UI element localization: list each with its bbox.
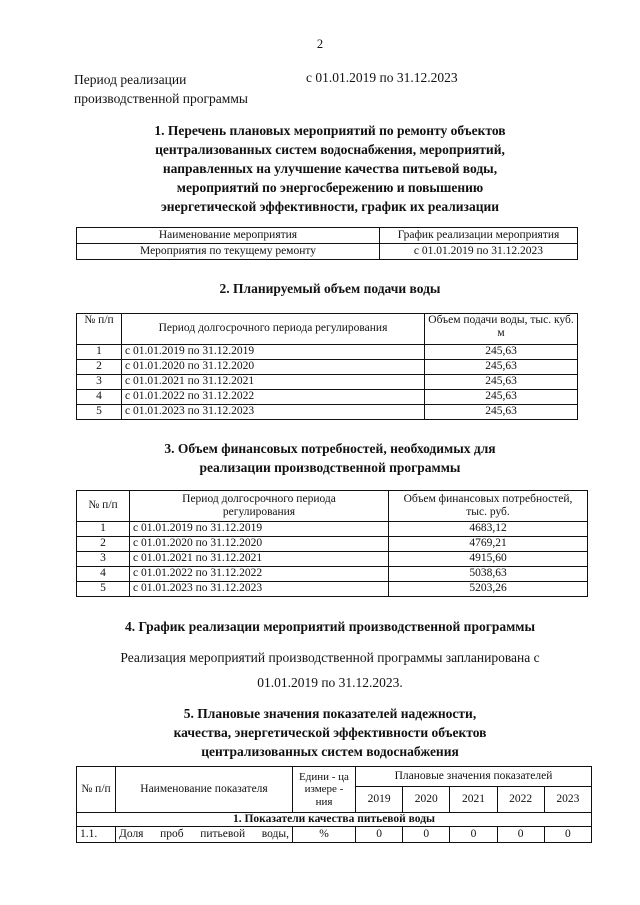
period-label-line2: производственной программы [74,91,248,106]
table-cell: 0 [544,827,591,843]
table-cell: с 01.01.2021 по 31.12.2021 [122,375,425,390]
section3-table [76,490,588,597]
table-row [77,360,578,375]
table-cell: 0 [450,827,497,843]
year-header: 2022 [497,787,544,813]
section1-title-line: централизованных систем водоснабжения, мероприятий, [155,142,505,157]
table-cell: 2 [77,360,122,375]
group-title: 1. Показатели качества питьевой воды [77,813,592,827]
section1-title-line: 1. Перечень плановых мероприятий по ремонту объектов [154,123,506,138]
table-cell: с 01.01.2019 по 31.12.2019 [130,522,389,537]
table-cell: 245,63 [425,390,578,405]
table-row [77,567,588,582]
section4-title: 4. График реализации мероприятий производственной программы [124,619,536,634]
table-row [77,375,578,390]
table-cell: с 01.01.2020 по 31.12.2020 [122,360,425,375]
section1-title [60,121,600,216]
table-cell: 4769,21 [389,537,588,552]
period-label-line1: Период реализации [74,72,187,87]
table-cell: с 01.01.2022 по 31.12.2022 [122,390,425,405]
period-label [74,70,248,108]
table-cell: 3 [77,552,130,567]
table-cell: с 01.01.2023 по 31.12.2023 [122,405,425,420]
period-value: с 01.01.2019 по 31.12.2023 [306,70,458,85]
table-cell: Доля проб питьевой воды, [116,827,293,843]
table-cell: 245,63 [425,405,578,420]
table-header: Наименование мероприятия [77,228,380,244]
table-row [77,345,578,360]
table-cell: с 01.01.2021 по 31.12.2021 [130,552,389,567]
table-cell: 245,63 [425,360,578,375]
table-row [77,537,588,552]
table-cell: 0 [356,827,403,843]
table-cell: 245,63 [425,345,578,360]
year-header: 2023 [544,787,591,813]
table-row [77,405,578,420]
table-cell: 0 [403,827,450,843]
table-header: № п/п [77,491,130,522]
table-header: № п/п [77,767,116,813]
table-cell: 0 [497,827,544,843]
table-cell: 2 [77,537,130,552]
table-cell: 5 [77,405,122,420]
section5-title-line: качества, энергетической эффективности объектов [173,725,487,740]
year-header: 2021 [450,787,497,813]
section1-title-line: мероприятий по энергосбережению и повышению [176,180,484,195]
table-header: Наименование показателя [116,767,293,813]
table-cell: с 01.01.2023 по 31.12.2023 [130,582,389,597]
section5-table [76,766,592,843]
section5-title-line: централизованных систем водоснабжения [201,744,459,759]
section4-text-line1: Реализация мероприятий производственной программы запланирована с [120,650,540,665]
table-cell: с 01.01.2019 по 31.12.2019 [122,345,425,360]
section5-title [60,704,600,761]
section2-table [76,313,578,420]
table-row [77,390,578,405]
section2-title: 2. Планируемый объем подачи воды [219,281,441,296]
section3-title-line: 3. Объем финансовых потребностей, необходимых для [164,441,496,456]
table-cell: 5038,63 [389,567,588,582]
table-header: Объем подачи воды, тыс. куб. м [425,314,578,345]
table-cell: % [293,827,356,843]
section3-title [60,439,600,477]
table-cell: 4683,12 [389,522,588,537]
table-cell: 1.1. [77,827,116,843]
section5-title-line: 5. Плановые значения показателей надежности, [183,706,477,721]
table-cell: с 01.01.2019 по 31.12.2023 [380,244,578,260]
table-header: Едини - ца измере - ния [293,767,356,813]
section4-text-line2: 01.01.2019 по 31.12.2023. [257,675,403,690]
table-header: Период долгосрочного периода регулирования [130,491,389,522]
page-number: 2 [316,37,324,51]
table-header: № п/п [77,314,122,345]
table-header: Объем финансовых потребностей, тыс. руб. [389,491,588,522]
table-row [77,827,592,843]
table-cell: 1 [77,345,122,360]
table-cell: 1 [77,522,130,537]
table-cell: 245,63 [425,375,578,390]
table-row [77,582,588,597]
table-cell: с 01.01.2022 по 31.12.2022 [130,567,389,582]
table-row [77,552,588,567]
table-cell: с 01.01.2020 по 31.12.2020 [130,537,389,552]
table-cell: 4 [77,390,122,405]
table-cell: 5203,26 [389,582,588,597]
table-cell: 3 [77,375,122,390]
year-header: 2019 [356,787,403,813]
table-header: Плановые значения показателей [356,767,592,787]
table-header: Период долгосрочного периода регулирования [122,314,425,345]
section1-title-line: направленных на улучшение качества питьевой воды, [162,161,498,176]
table-header: График реализации мероприятия [380,228,578,244]
table-cell: 4915,60 [389,552,588,567]
section1-title-line: энергетической эффективности, график их реализации [160,199,500,214]
table-cell: Мероприятия по текущему ремонту [77,244,380,260]
section1-table [76,227,578,260]
table-cell: 5 [77,582,130,597]
section3-title-line: реализации производственной программы [199,460,461,475]
table-cell: 4 [77,567,130,582]
year-header: 2020 [403,787,450,813]
table-row [77,522,588,537]
